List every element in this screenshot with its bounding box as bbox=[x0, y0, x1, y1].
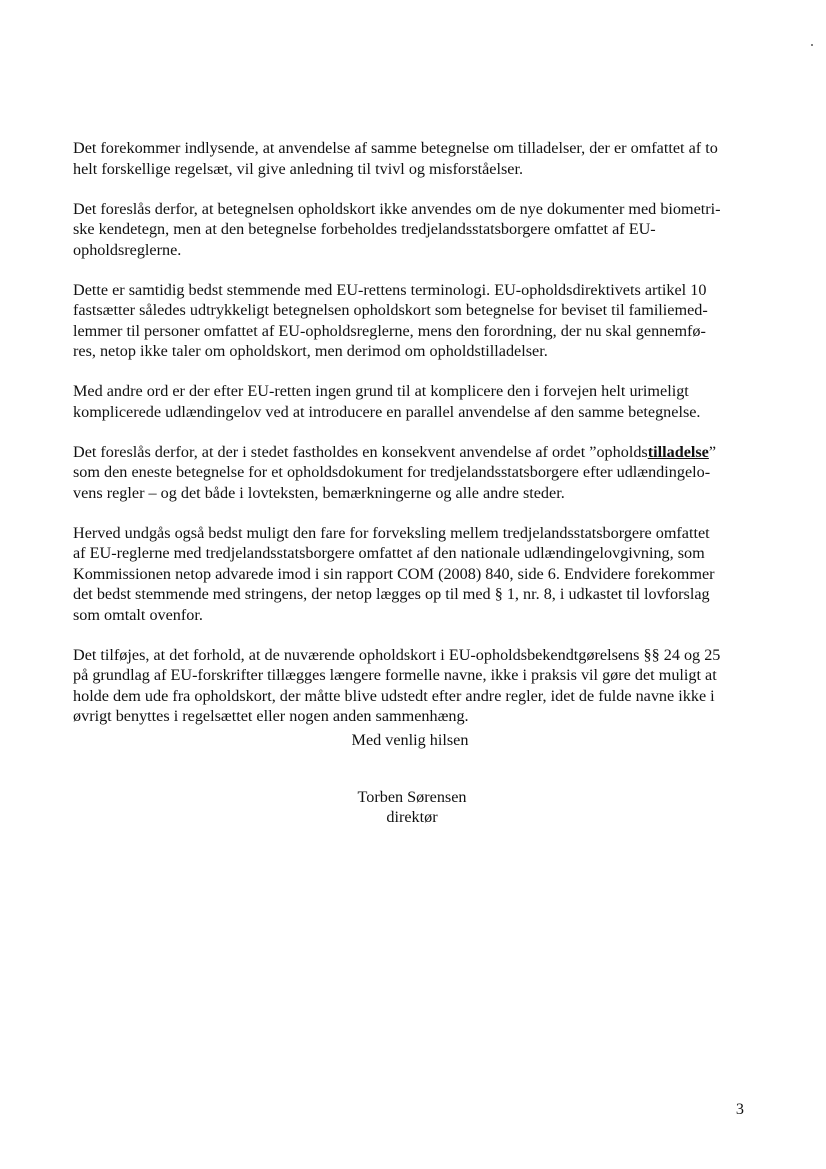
text-line: af EU-reglerne med tredjelandsstatsborgere omfattet af den nationale udlændingelovgivning, som bbox=[73, 544, 705, 562]
text-line: fastsætter således udtrykkeligt betegnelsen opholdskort som betegnelse for beviset til familiemed- bbox=[73, 301, 708, 319]
text-line: opholdsreglerne. bbox=[73, 240, 182, 259]
paragraph-4 bbox=[73, 381, 761, 422]
text-line: res, netop ikke taler om opholdskort, men derimod om opholdstilladelser. bbox=[73, 342, 548, 360]
paragraph-5 bbox=[73, 442, 761, 504]
text-line: helt forskellige regelsæt, vil give anledning til tvivl og misforståelser. bbox=[73, 159, 524, 178]
text-line: det bedst stemmende med stringens, der netop lægges op til med § 1, nr. 8, i udkastet til lovforslag bbox=[73, 585, 710, 603]
letter-body bbox=[73, 138, 761, 746]
paragraph-6 bbox=[73, 523, 761, 626]
page-number: 3 bbox=[735, 1100, 744, 1118]
paragraph-7 bbox=[73, 645, 761, 727]
text-line: holde dem ude fra opholdskort, der måtte blive udstedt efter andre regler, idet de fulde navne ikke i bbox=[73, 686, 715, 705]
emphasized-word: tilladelse bbox=[647, 442, 709, 461]
text-line: komplicerede udlændingelov ved at introducere en parallel anvendelse af den samme betegnelse. bbox=[73, 402, 701, 421]
text-line: Med andre ord er der efter EU-retten ingen grund til at komplicere den i forvejen helt urimeligt bbox=[73, 382, 689, 400]
paragraph-1 bbox=[73, 138, 761, 179]
text-line: som omtalt ovenfor. bbox=[73, 605, 203, 624]
signature-name: Torben Sørensen bbox=[357, 788, 467, 806]
text-line: som den eneste betegnelse for et opholdsdokument for tredjelandsstatsborgere efter udlændingelo- bbox=[73, 463, 711, 481]
text-fragment: ” bbox=[708, 442, 717, 461]
text-line: lemmer til personer omfattet af EU-opholdsreglerne, mens den forordning, der nu skal gennemfø- bbox=[73, 321, 706, 340]
text-line: Det forekommer indlysende, at anvendelse af samme betegnelse om tilladelser, der er omfattet af to bbox=[73, 139, 718, 157]
text-line: ske kendetegn, men at den betegnelse forbeholdes tredjelandsstatsborgere omfattet af EU- bbox=[73, 220, 656, 238]
text-line: Det tilføjes, at det forhold, at de nuværende opholdskort i EU-opholdsbekendtgørelsens §§ 24 og 25 bbox=[73, 645, 721, 664]
text-line bbox=[73, 442, 761, 463]
signature-title: direktør bbox=[386, 808, 438, 826]
paragraph-3 bbox=[73, 280, 761, 362]
text-line: Kommissionen netop advarede imod i sin rapport COM (2008) 840, side 6. Endvidere forekommer bbox=[73, 564, 715, 583]
closing-greeting: Med venlig hilsen bbox=[351, 731, 469, 749]
text-line: Det foreslås derfor, at betegnelsen opholdskort ikke anvendes om de nye dokumenter med biometri- bbox=[73, 199, 721, 218]
text-line: Herved undgås også bedst muligt den fare for forveksling mellem tredjelandsstatsborgere omfattet bbox=[73, 523, 710, 542]
text-line: vens regler – og det både i lovteksten, bemærkningerne og alle andre steder. bbox=[73, 483, 565, 502]
paragraph-2 bbox=[73, 199, 761, 261]
text-line: øvrigt benyttes i regelsættet eller nogen anden sammenhæng. bbox=[73, 707, 469, 725]
text-fragment: Det foreslås derfor, at der i stedet fastholdes en konsekvent anvendelse af ordet ”opholds bbox=[73, 442, 648, 461]
scan-speck bbox=[811, 44, 813, 46]
text-line: Dette er samtidig bedst stemmende med EU-rettens terminologi. EU-opholdsdirektivets artikel 10 bbox=[73, 280, 707, 299]
text-line: på grundlag af EU-forskrifter tillægges længere formelle navne, ikke i praksis vil gøre det muligt at bbox=[73, 666, 717, 684]
